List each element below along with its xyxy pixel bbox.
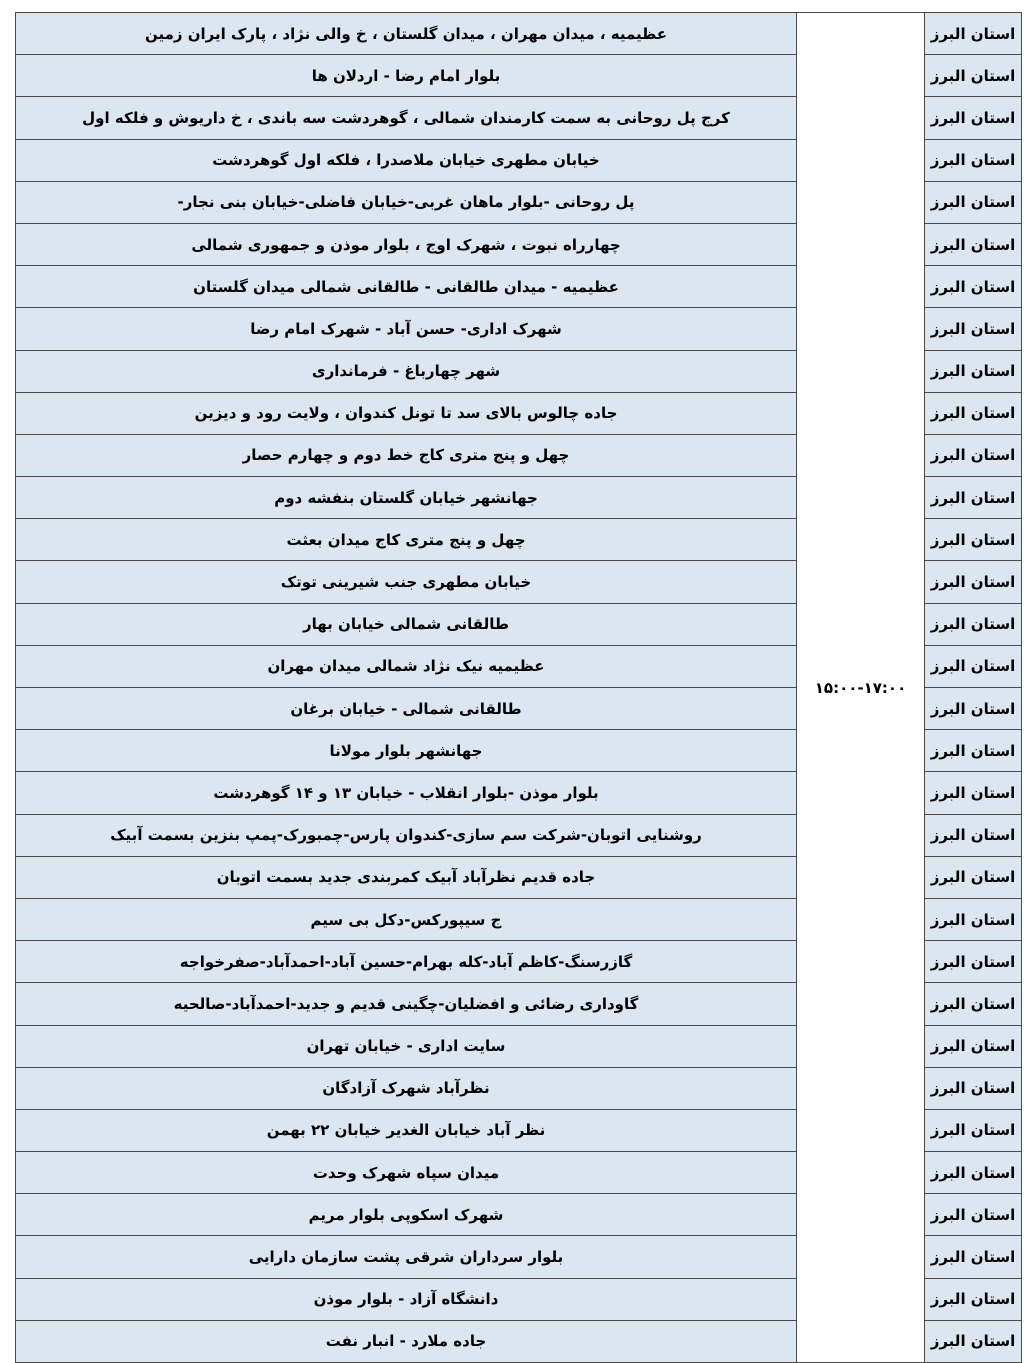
area-cell: جاده قدیم نظرآباد آبیک کمربندی جدید بسمت اتوبان <box>16 856 797 898</box>
area-cell: کرج پل روحانی به سمت کارمندان شمالی ، گوهردشت سه باندی ، خ داریوش و فلکه اول <box>16 97 797 139</box>
area-cell: عظیمیه ، میدان مهران ، میدان گلستان ، خ والی نژاد ، پارک ایران زمین <box>16 13 797 55</box>
province-cell: استان البرز <box>925 645 1022 687</box>
province-cell: استان البرز <box>925 181 1022 223</box>
province-cell: استان البرز <box>925 1194 1022 1236</box>
area-cell: دانشگاه آزاد - بلوار موذن <box>16 1278 797 1320</box>
area-cell: بلوار موذن -بلوار انقلاب - خیابان ۱۳ و ۱۴ گوهردشت <box>16 772 797 814</box>
province-cell: استان البرز <box>925 392 1022 434</box>
province-cell: استان البرز <box>925 561 1022 603</box>
province-cell: استان البرز <box>925 434 1022 476</box>
province-cell: استان البرز <box>925 983 1022 1025</box>
area-cell: گازرسنگ-کاظم آباد-کله بهرام-حسین آباد-احمدآباد-صفرخواجه <box>16 941 797 983</box>
area-cell: شهرک اسکوپی بلوار مریم <box>16 1194 797 1236</box>
area-cell: چهل و پنج متری کاج خط دوم و چهارم حصار <box>16 434 797 476</box>
area-cell: بلوار سرداران شرقی پشت سازمان دارایی <box>16 1236 797 1278</box>
area-cell: چهارراه نبوت ، شهرک اوج ، بلوار موذن و جمهوری شمالی <box>16 223 797 265</box>
area-cell: جاده چالوس بالای سد تا تونل کندوان ، ولایت رود و دیزین <box>16 392 797 434</box>
province-cell: استان البرز <box>925 1152 1022 1194</box>
area-cell: عظیمیه نیک نژاد شمالی میدان مهران <box>16 645 797 687</box>
area-cell: ج سیپورکس-دکل بی سیم <box>16 898 797 940</box>
table-row <box>16 13 1022 55</box>
area-cell: جهانشهر بلوار مولانا <box>16 730 797 772</box>
schedule-body <box>16 13 1022 1363</box>
area-cell: طالقانی شمالی - خیابان برغان <box>16 688 797 730</box>
province-cell: استان البرز <box>925 477 1022 519</box>
province-cell: استان البرز <box>925 1320 1022 1362</box>
province-cell: استان البرز <box>925 97 1022 139</box>
province-cell: استان البرز <box>925 856 1022 898</box>
province-cell: استان البرز <box>925 1025 1022 1067</box>
province-cell: استان البرز <box>925 1278 1022 1320</box>
outage-schedule-table <box>15 12 1022 1363</box>
province-cell: استان البرز <box>925 1067 1022 1109</box>
province-cell: استان البرز <box>925 1109 1022 1151</box>
area-cell: جاده ملارد - انبار نفت <box>16 1320 797 1362</box>
province-cell: استان البرز <box>925 55 1022 97</box>
outage-schedule-sheet <box>15 12 1022 1363</box>
area-cell: طالقانی شمالی خیابان بهار <box>16 603 797 645</box>
province-cell: استان البرز <box>925 730 1022 772</box>
area-cell: شهر چهارباغ - فرمانداری <box>16 350 797 392</box>
area-cell: عظیمیه - میدان طالقانی - طالقانی شمالی میدان گلستان <box>16 266 797 308</box>
area-cell: پل روحانی -بلوار ماهان غربی-خیابان فاضلی-خیابان بنی نجار- <box>16 181 797 223</box>
area-cell: خیابان مطهری خیابان ملاصدرا ، فلکه اول گوهردشت <box>16 139 797 181</box>
area-cell: گاوداری رضائی و افضلیان-چگینی قدیم و جدید-احمدآباد-صالحیه <box>16 983 797 1025</box>
province-cell: استان البرز <box>925 350 1022 392</box>
area-cell: جهانشهر خیابان گلستان بنفشه دوم <box>16 477 797 519</box>
area-cell: نظر آباد خیابان الغدیر خیابان ۲۲ بهمن <box>16 1109 797 1151</box>
province-cell: استان البرز <box>925 814 1022 856</box>
province-cell: استان البرز <box>925 772 1022 814</box>
area-cell: شهرک اداری- حسن آباد - شهرک امام رضا <box>16 308 797 350</box>
area-cell: چهل و پنج متری کاج میدان بعثت <box>16 519 797 561</box>
area-cell: نظرآباد شهرک آزادگان <box>16 1067 797 1109</box>
province-cell: استان البرز <box>925 603 1022 645</box>
province-cell: استان البرز <box>925 308 1022 350</box>
time-slot-cell: ۱۵:۰۰-۱۷:۰۰ <box>797 13 925 1363</box>
area-cell: بلوار امام رضا - اردلان ها <box>16 55 797 97</box>
province-cell: استان البرز <box>925 266 1022 308</box>
province-cell: استان البرز <box>925 139 1022 181</box>
province-cell: استان البرز <box>925 898 1022 940</box>
province-cell: استان البرز <box>925 519 1022 561</box>
province-cell: استان البرز <box>925 13 1022 55</box>
area-cell: میدان سپاه شهرک وحدت <box>16 1152 797 1194</box>
province-cell: استان البرز <box>925 223 1022 265</box>
province-cell: استان البرز <box>925 1236 1022 1278</box>
province-cell: استان البرز <box>925 941 1022 983</box>
area-cell: خیابان مطهری جنب شیرینی توتک <box>16 561 797 603</box>
area-cell: سایت اداری - خیابان تهران <box>16 1025 797 1067</box>
province-cell: استان البرز <box>925 688 1022 730</box>
area-cell: روشنایی اتوبان-شرکت سم سازی-کندوان پارس-چمبورک-پمپ بنزین بسمت آبیک <box>16 814 797 856</box>
